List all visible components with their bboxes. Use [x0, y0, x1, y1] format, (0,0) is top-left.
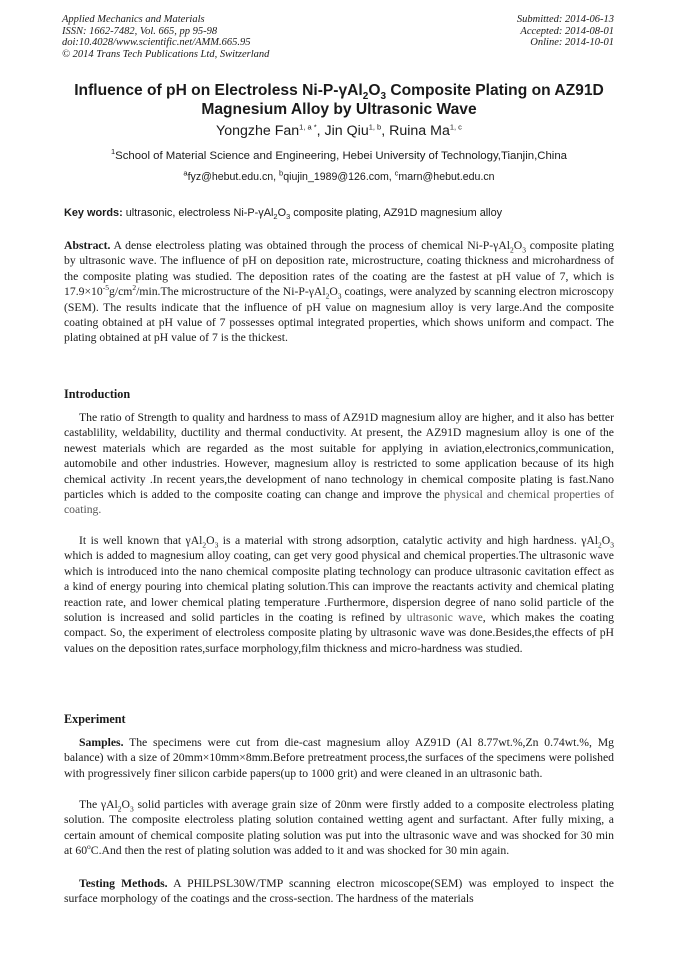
- journal-copyright: © 2014 Trans Tech Publications Ltd, Switzerland: [62, 48, 270, 60]
- experiment-paragraph-2: The $\gamma Al_2O_3$ solid particles with average grain size of 20nm were firstly added to a composite electroless plating solution. The composite electroless plating solution contained wetting agent and surfactant. After fully mixing, a certain amount of chemical composite plating solution was put into the ultrasonic wave and was shocked for 30 min at 60$^o$C.And then the rest of plating solution was added to it and was shocked for 30 min again.: [64, 798, 614, 858]
- title-line-1: Influence of pH on Electroless $Ni-P-\gamma Al_2O_3$ Composite Plating on AZ91D: [74, 82, 604, 103]
- abstract-label: Abstract.: [64, 239, 111, 252]
- author-name: Yongzhe Fan: [216, 123, 300, 139]
- email-link[interactable]: qiujin_1989@126.com,: [283, 171, 395, 183]
- submitted-date: Submitted: 2014-06-13: [516, 14, 614, 25]
- paper-title: [40, 82, 638, 119]
- section-heading-experiment: Experiment: [64, 712, 126, 726]
- introduction-paragraph-2: It is well known that $\gamma Al_2O_3$ is a material with strong adsorption, catalytic activity and high hardness. $\gamma Al_2O_3$ which is added to magnesium alloy coating, can get very good physical and chemical properties.The ultrasonic wave which is introduced into the nano chemical composite plating technology can produce ultrasonic cavitation effect as a kind of energy pouring into chemical plating solution.This can improve the reactants activity and chemical plating reaction rate, and lower chemical plating temperature .Furthermore, dispersion degree of nano solid particle of the solution is increased and solid particles in the coating is refined by ultrasonic wave, which makes the coating compact. So, the experiment of electroless composite plating by ultrasonic wave was done.Besides,the effects of pH values on the deposition rates,surface morphology,film thickness and micro-hardness was studied.: [64, 534, 615, 655]
- keywords: Key words: ultrasonic, electroless $Ni-P-\gamma Al_2O_3$ composite plating, AZ91D magnesium alloy: [64, 207, 503, 222]
- author-emails: $^a$fyz@hebut.edu.cn, $^b$qiujin_1989@126.com, $^c$marn@hebut.edu.cn: [183, 168, 495, 183]
- introduction-paragraph-1: The ratio of Strength to quality and hardness to mass of AZ91D magnesium alloy are higher, and it also has better castablility, weldability, ductility and thermal conductivity. At present, the AZ91D magnesium alloy is one of the newest materials which are regarded as the most suitable for applying in aviation,electronics,communication, automobile and other industries. However, magnesium alloy is restricted to some application because of its high chemical activity .In recent years,the development of nano technology in chemical composite plating is fast.Nano particles which is added to the composite coating can change and improve the physical and chemical properties of coating.: [64, 411, 614, 517]
- experiment-samples-paragraph: Samples. The specimens were cut from die-cast magnesium alloy AZ91D (Al 8.77wt.%,Zn 0.74wt.%, Mg balance) with a size of 20mm×10mm×8mm.Before pretreatment process,the surfaces of the specimens were polished with progressively finer silicon carbide papers(up to 1000 grit) and were cleaned in an ultrasonic bath.: [64, 736, 614, 780]
- testing-methods-label: Testing Methods.: [79, 877, 168, 890]
- accepted-date: Accepted: 2014-08-01: [520, 25, 614, 37]
- section-heading-introduction: Introduction: [64, 387, 131, 401]
- experiment-testing-paragraph: Testing Methods. A PHILPSL30W/TMP scanning electron micoscope(SEM) was employed to inspect the surface morphology of the coatings and the cross-section. The hardness of the materials: [64, 877, 614, 906]
- author-list: Yongzhe Fan$^{1, a *}$, Jin Qiu$^{1, b}$, Ruina Ma$^{1, c}$: [216, 122, 462, 139]
- journal-header-left: [62, 14, 269, 60]
- journal-name: Applied Mechanics and Materials: [62, 14, 205, 25]
- email-link[interactable]: fyz@hebut.edu.cn,: [187, 171, 280, 183]
- journal-header-right: [517, 14, 614, 49]
- abstract: Abstract. A dense electroless plating was obtained through the process of chemical $Ni-P-\gamma Al_2O_3$ composite plating by ultrasonic wave. The influence of pH on deposition rate, microstructure, coating thickness and microhardness of the composite plating was studied. The deposition rates of the coating are the fastest at pH value of 7, which is $17.9\times 10^{-5}g/cm^2/\min.The$ microstructure of the $Ni-P-\gamma Al_2O_3$ coatings, were analyzed by scanning electron microscopy (SEM). The results indicate that the influence of pH value on magnesium alloy is very large.And the composite coating obtained at pH value of 7 possesses optimal integrated properties, which shows uniform and compact. The plating obtained at pH value of 7 is the thickest.: [64, 239, 615, 345]
- title-line-2: Magnesium Alloy by Ultrasonic Wave: [201, 100, 477, 118]
- author-name: , Jin Qiu: [316, 123, 369, 139]
- journal-doi: doi:10.4028/www.scientific.net/AMM.665.95: [62, 37, 251, 49]
- online-date: Online: 2014-10-01: [530, 37, 614, 49]
- journal-issn: ISSN: 1662-7482, Vol. 665, pp 95-98: [62, 25, 218, 37]
- samples-label: Samples.: [79, 736, 124, 749]
- author-affiliation: $^1$School of Material Science and Engineering, Hebei University of Technology,Tianjin,China: [110, 147, 568, 162]
- keywords-label: Key words:: [64, 207, 123, 219]
- author-name: , Ruina Ma: [381, 123, 450, 139]
- email-link[interactable]: marn@hebut.edu.cn: [398, 171, 495, 183]
